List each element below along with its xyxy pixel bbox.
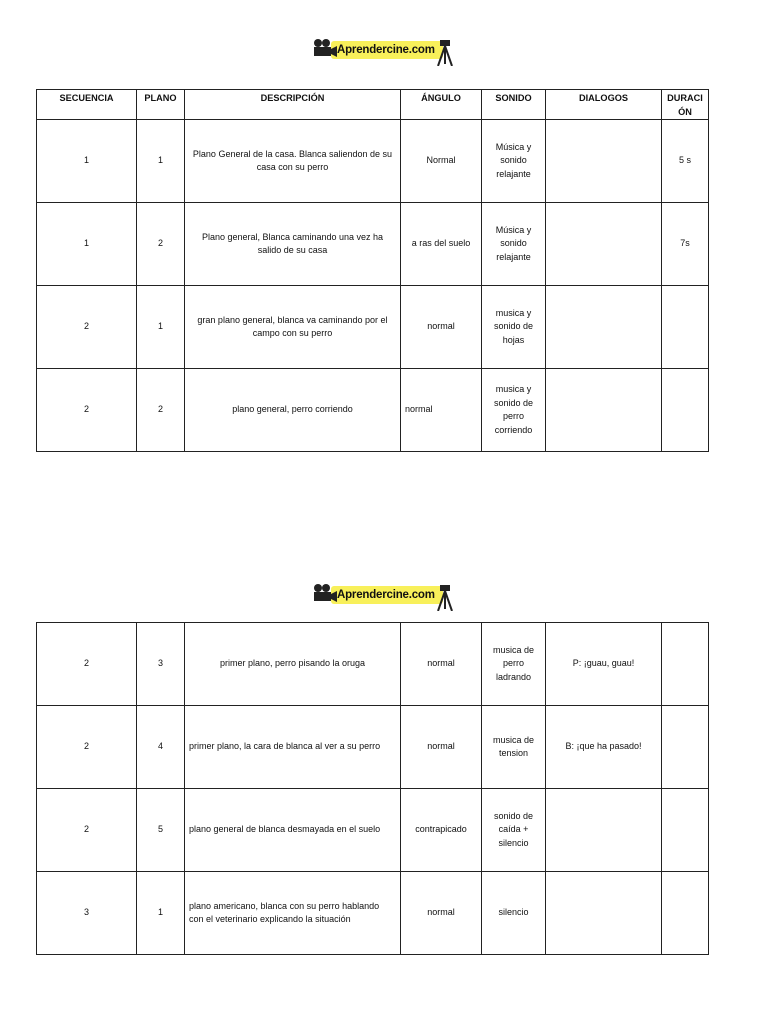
logo-text: Aprendercine.com [337,589,435,601]
cell-descripcion: Plano General de la casa. Blanca saliendon de su casa con su perro [185,120,401,203]
cell-sonido: Música y sonido relajante [482,203,546,286]
table-row [37,706,709,789]
cell-angulo: normal [401,872,482,955]
cell-secuencia: 1 [37,120,137,203]
cell-plano: 4 [137,706,185,789]
table-row [37,369,709,452]
film-camera-icon [313,38,337,62]
table-row [37,623,709,706]
aprendercine-logo [313,581,455,611]
cell-dialogos [546,789,662,872]
cell-plano: 2 [137,369,185,452]
table-row [37,789,709,872]
cell-plano: 2 [137,203,185,286]
cell-duracion [662,623,709,706]
cell-descripcion: gran plano general, blanca va caminando por el campo con su perro [185,286,401,369]
header-dialogos: DIALOGOS [546,90,662,120]
cell-angulo: normal [401,369,482,452]
cell-sonido: silencio [482,872,546,955]
cell-angulo: contrapicado [401,789,482,872]
table-row [37,120,709,203]
film-camera-icon [313,583,337,607]
cell-descripcion: plano general, perro corriendo [185,369,401,452]
cell-duracion [662,706,709,789]
table-header-row [37,90,709,120]
cell-duracion [662,286,709,369]
cell-secuencia: 2 [37,286,137,369]
cell-dialogos [546,369,662,452]
cell-sonido: Música y sonido relajante [482,120,546,203]
header-plano: PLANO [137,90,185,120]
cell-sonido: sonido de caída + silencio [482,789,546,872]
storyboard-table-1 [36,89,709,452]
cell-angulo: Normal [401,120,482,203]
cell-plano: 3 [137,623,185,706]
cell-angulo: a ras del suelo [401,203,482,286]
header-duracion-line-2: ÓN [678,106,692,117]
storyboard-table-2 [36,622,709,955]
header-descripcion: DESCRIPCIÓN [185,90,401,120]
cell-sonido: musica de perro ladrando [482,623,546,706]
table-row [37,872,709,955]
cell-duracion: 7s [662,203,709,286]
table-row [37,286,709,369]
tripod-icon [435,40,455,66]
header-duracion [662,90,709,120]
cell-secuencia: 3 [37,872,137,955]
cell-descripcion: primer plano, perro pisando la oruga [185,623,401,706]
cell-secuencia: 2 [37,789,137,872]
cell-descripcion: primer plano, la cara de blanca al ver a su perro [185,706,401,789]
cell-plano: 5 [137,789,185,872]
cell-secuencia: 1 [37,203,137,286]
cell-descripcion: plano americano, blanca con su perro hablando con el veterinario explicando la situación [185,872,401,955]
aprendercine-logo [313,36,455,66]
cell-descripcion: plano general de blanca desmayada en el suelo [185,789,401,872]
cell-duracion [662,872,709,955]
cell-secuencia: 2 [37,706,137,789]
cell-duracion [662,369,709,452]
header-angulo: ÁNGULO [401,90,482,120]
header-sonido: SONIDO [482,90,546,120]
header-secuencia: SECUENCIA [37,90,137,120]
cell-dialogos: B: ¡que ha pasado! [546,706,662,789]
cell-dialogos [546,203,662,286]
cell-angulo: normal [401,286,482,369]
cell-duracion: 5 s [662,120,709,203]
cell-secuencia: 2 [37,623,137,706]
cell-sonido: musica de tension [482,706,546,789]
cell-secuencia: 2 [37,369,137,452]
cell-duracion [662,789,709,872]
cell-sonido: musica y sonido de hojas [482,286,546,369]
cell-plano: 1 [137,872,185,955]
cell-descripcion: Plano general, Blanca caminando una vez ha salido de su casa [185,203,401,286]
cell-dialogos: P: ¡guau, guau! [546,623,662,706]
cell-sonido: musica y sonido de perro corriendo [482,369,546,452]
header-duracion-line-1: DURACI [667,93,703,103]
logo-text: Aprendercine.com [337,44,435,56]
cell-dialogos [546,872,662,955]
cell-plano: 1 [137,286,185,369]
cell-angulo: normal [401,623,482,706]
cell-dialogos [546,286,662,369]
cell-plano: 1 [137,120,185,203]
cell-angulo: normal [401,706,482,789]
table-row [37,203,709,286]
tripod-icon [435,585,455,611]
cell-dialogos [546,120,662,203]
